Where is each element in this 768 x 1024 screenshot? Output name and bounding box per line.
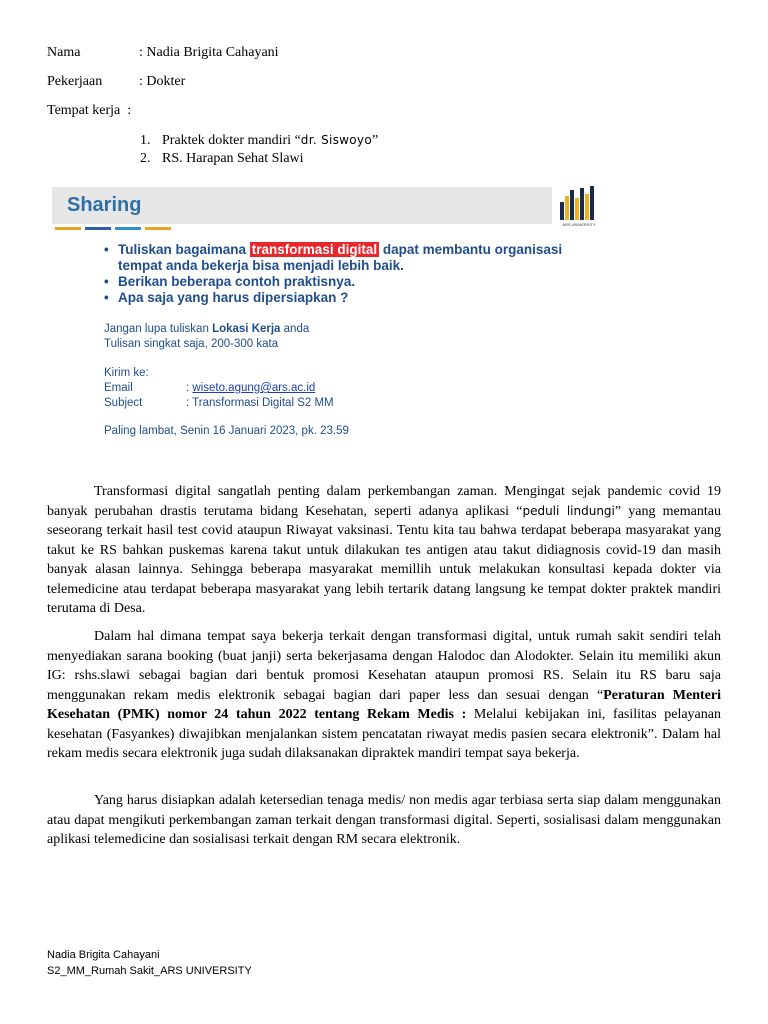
email-label: Email [104,382,133,394]
accent-bar [115,227,141,230]
workplace-text: RS. Harapan Sehat Slawi [162,151,304,166]
workplace-row [47,102,131,120]
doctor-name-handwritten: dr. Siswoyo [300,133,372,147]
slide-note [104,322,309,352]
slide-deadline: Paling lambat, Senin 16 Januari 2023, pk. 23.59 [104,425,349,437]
footer-author: Nadia Brigita Cahayani [47,949,160,961]
paragraph-1 [47,482,721,619]
subject-value: : Transformasi Digital S2 MM [186,397,334,409]
accent-bar [55,227,81,230]
note-text: anda [280,323,310,335]
name-value: : Nadia Brigita Cahayani [139,45,279,60]
sharing-slide [52,184,602,446]
highlighted-term: transformasi digital [251,242,378,257]
workplace-item-2 [140,150,304,168]
bullet-dot-icon: • [104,290,109,305]
job-label: Pekerjaan [47,74,103,89]
bullet-dot-icon: • [104,274,109,289]
list-number: 1. [140,133,151,148]
paragraph-2 [47,627,721,764]
workplace-value: : [127,103,132,118]
slide-bullet [104,242,564,274]
name-row [47,44,279,62]
accent-bar [85,227,111,230]
bullet-text: Berikan beberapa contoh praktisnya. [118,274,356,289]
slide-bullet [104,274,564,290]
accent-bar [145,227,171,230]
job-value: : Dokter [139,74,186,89]
bullet-dot-icon: • [104,242,109,257]
footer-program: S2_MM_Rumah Sakit_ARS UNIVERSITY [47,965,252,977]
logo-caption: ARS UNIVERSITY [562,222,596,227]
slide-header-band [52,187,552,224]
email-sep: : [186,382,193,394]
regulation-title: Peraturan Menteri Kesehatan (PMK) nomor 24 tahun 2022 tentang Rekam Medis : [47,687,721,722]
slide-title: Sharing [67,194,142,216]
workplace-label: Tempat kerja [47,103,121,118]
workplace-item-1 [140,131,378,150]
name-label: Nama [47,45,81,60]
paragraph-text: Transformasi digital sangatlah penting dalam perkembangan zaman. Mengingat sejak pandemic covid 19 banyak perubahan drastis terutama bidang Kesehatan, seperti adanya aplikasi “ [47,484,721,519]
email-link[interactable]: wiseto.agung@ars.ac.id [192,382,316,394]
paragraph-text: ” yang memantau seseorang terkait hasil test covid ataupun Riwayat vaksinasi. Tentu kita tau bahwa terdapat beberapa masyarakat yang takut ke RS bahkan puskemas karena takut untuk dilakukan tes antigen atau takut didiagnosis covid-19 dan masih banyak alasan lainnya. Sehingga beberapa masyarakat memillih untuk melakukan konsultasi kepada dokter via telemedicine atau terdapat beberapa masyarakat yang lebih tertarik datang langsung ke tempat dokter praktek mandiri terutama di Desa. [47,503,721,616]
slide-bullet [104,290,564,306]
subject-label: Subject [104,397,143,409]
slide-bullets [104,242,564,306]
bullet-text: dapat membantu organisasi tempat anda bekerja bisa menjadi lebih baik. [118,242,563,273]
send-label: Kirim ke: [104,367,149,379]
app-name: peduli lindungi [522,503,615,518]
bullet-text: Apa saja yang harus dipersiapkan ? [118,290,349,305]
quote-close: ” [371,133,379,148]
paragraph-text: Dalam hal dimana tempat saya bekerja terkait dengan transformasi digital, untuk rumah sakit sendiri telah menyediakan sarana booking (buat janji) serta bekerjasama dengan Halodoc dan Alodokter. Selain itu memiliki akun IG: rshs.slawi sebagai bagian dari bentuk promosi Kesehatan ataupun promosi RS. Selain itu RS baru saja menggunakan rekam medis elektronik sebagai bagian dari paper less dan sesuai dengan “ [47,629,721,703]
job-row [47,73,185,91]
paragraph-text: Melalui kebijakan ini, fasilitas pelayanan kesehatan (Fasyankes) diwajibkan menjalankan sistem pencatatan riwayat medis pasien secara elektronik”. Dalam hal rekam medis secara elektronik juga sudah dilaksanakan dipraktek mandiri tempat saya bekerja. [47,707,721,761]
list-number: 2. [140,151,151,166]
page-footer [47,947,252,979]
slide-send-info [104,366,334,411]
note-bold: Lokasi Kerja [212,323,281,335]
note-text: Tulisan singkat saja, 200-300 kata [104,338,279,350]
note-text: Jangan lupa tuliskan [104,323,213,335]
workplace-text: Praktek dokter mandiri “ [162,133,301,148]
paragraph-3: Yang harus disiapkan adalah ketersedian tenaga medis/ non medis agar terbiasa serta siap dalam menggunakan atau dapat mengikuti perkembangan zaman terkait dengan transformasi digital. Seperti, sosialisasi dalam menggunakan aplikasi telemedicine dan sosialisasi terkait dengan RM secara elektronik. [47,793,721,847]
bullet-text: Tuliskan bagaimana [118,242,250,257]
